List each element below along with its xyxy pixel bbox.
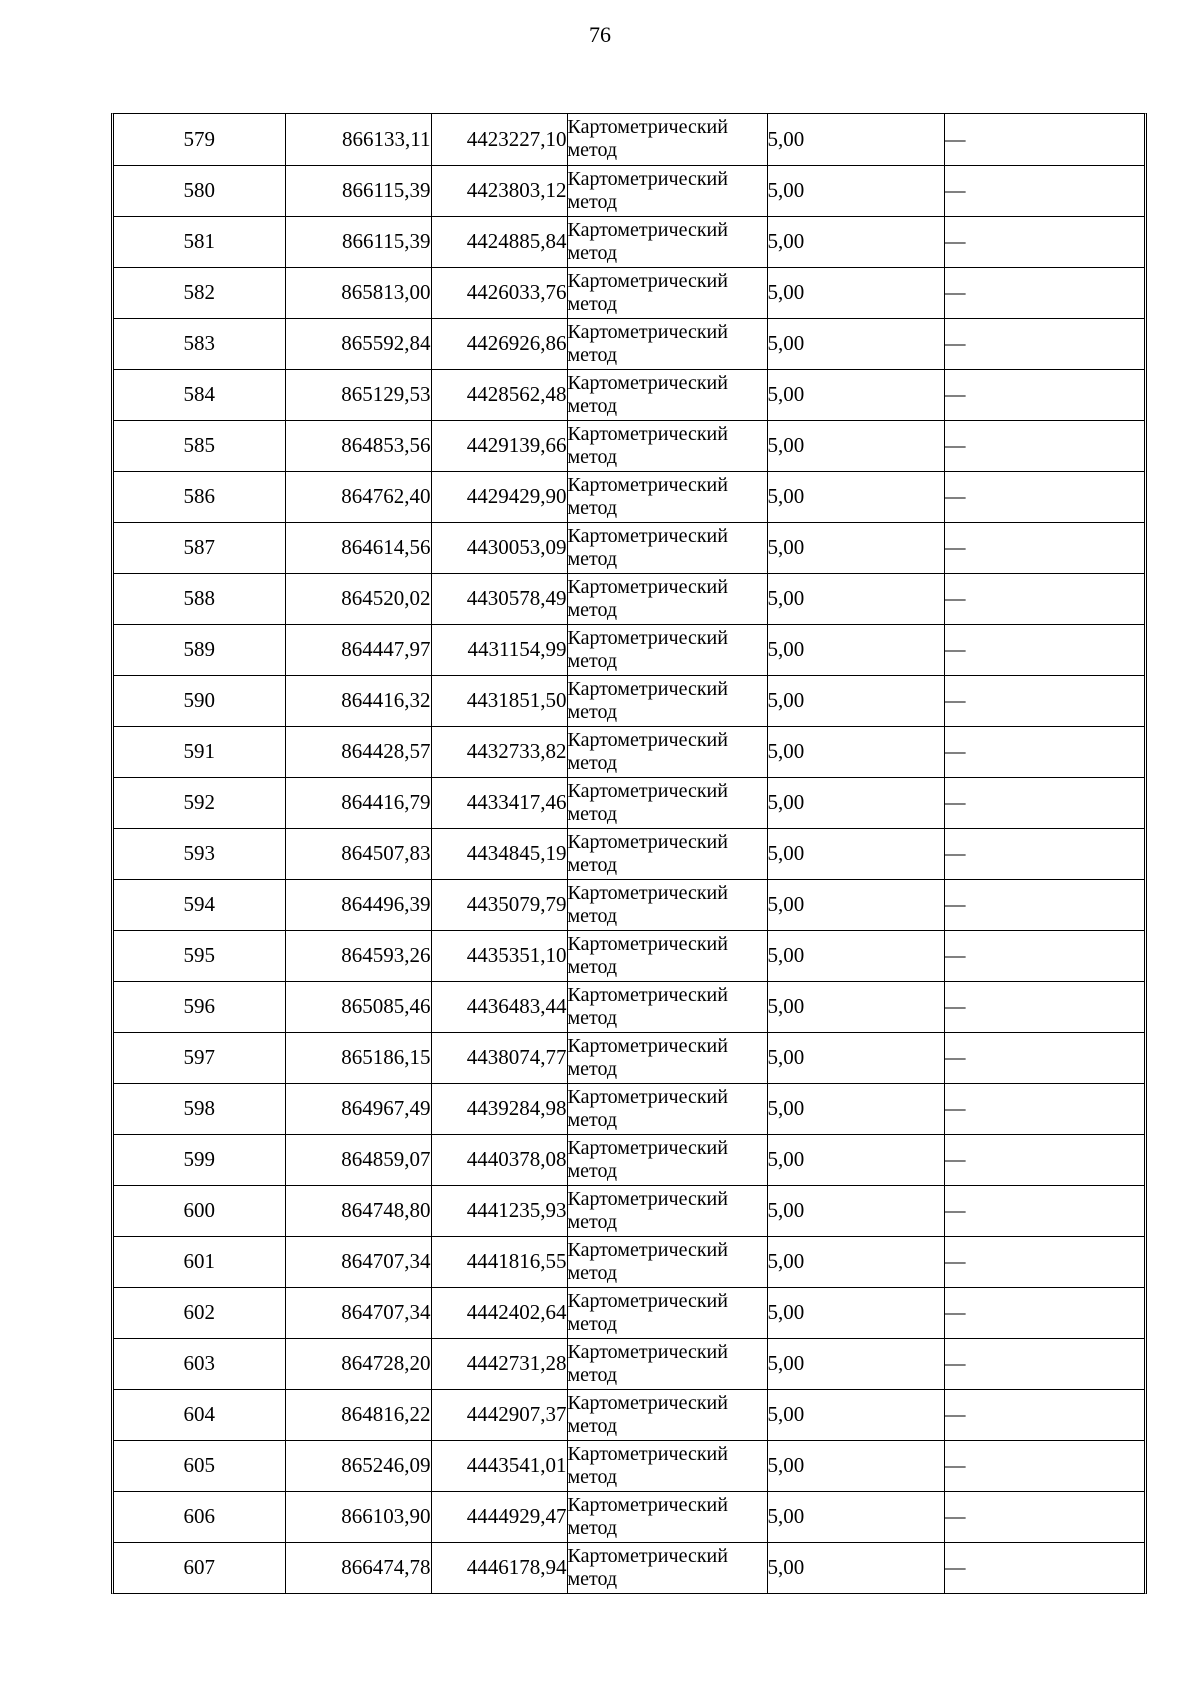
y-coordinate-cell: 4442731,28 — [431, 1338, 567, 1389]
description-cell: — — [944, 267, 1144, 318]
description-cell: — — [944, 1542, 1144, 1593]
method-line-2: метод — [567, 1108, 618, 1131]
point-number-cell: 604 — [114, 1389, 285, 1440]
y-coordinate-cell: 4438074,77 — [431, 1032, 567, 1083]
description-cell: — — [944, 1389, 1144, 1440]
method-cell — [567, 675, 767, 726]
description-cell: — — [944, 114, 1144, 165]
point-number-cell: 595 — [114, 930, 285, 981]
method-line-1: Картометрический — [567, 1136, 728, 1159]
table-row — [114, 1236, 1144, 1287]
table-row — [114, 522, 1144, 573]
method-cell — [567, 369, 767, 420]
table-row — [114, 1083, 1144, 1134]
method-line-1: Картометрический — [567, 1493, 728, 1516]
description-cell: — — [944, 981, 1144, 1032]
method-line-2: метод — [567, 292, 618, 315]
point-number-cell: 596 — [114, 981, 285, 1032]
x-coordinate-cell: 865186,15 — [285, 1032, 431, 1083]
method-line-1: Картометрический — [567, 1187, 728, 1210]
y-coordinate-cell: 4440378,08 — [431, 1134, 567, 1185]
method-cell — [567, 777, 767, 828]
point-number-cell: 599 — [114, 1134, 285, 1185]
y-coordinate-cell: 4431154,99 — [431, 624, 567, 675]
method-line-2: метод — [567, 1312, 618, 1335]
method-line-1: Картометрический — [567, 830, 728, 853]
table-row — [114, 318, 1144, 369]
y-coordinate-cell: 4434845,19 — [431, 828, 567, 879]
method-line-2: метод — [567, 190, 618, 213]
accuracy-cell: 5,00 — [767, 165, 944, 216]
y-coordinate-cell: 4446178,94 — [431, 1542, 567, 1593]
coordinates-table — [114, 114, 1144, 1593]
method-line-2: метод — [567, 343, 618, 366]
method-cell — [567, 420, 767, 471]
y-coordinate-cell: 4429139,66 — [431, 420, 567, 471]
table-row — [114, 267, 1144, 318]
x-coordinate-cell: 866133,11 — [285, 114, 431, 165]
accuracy-cell: 5,00 — [767, 114, 944, 165]
x-coordinate-cell: 864762,40 — [285, 471, 431, 522]
description-cell: — — [944, 1083, 1144, 1134]
point-number-cell: 591 — [114, 726, 285, 777]
x-coordinate-cell: 865813,00 — [285, 267, 431, 318]
point-number-cell: 603 — [114, 1338, 285, 1389]
x-coordinate-cell: 864520,02 — [285, 573, 431, 624]
method-line-1: Картометрический — [567, 473, 728, 496]
point-number-cell: 588 — [114, 573, 285, 624]
accuracy-cell: 5,00 — [767, 1338, 944, 1389]
method-cell — [567, 573, 767, 624]
accuracy-cell: 5,00 — [767, 879, 944, 930]
accuracy-cell: 5,00 — [767, 1083, 944, 1134]
table-row — [114, 369, 1144, 420]
method-cell — [567, 1185, 767, 1236]
y-coordinate-cell: 4428562,48 — [431, 369, 567, 420]
method-cell — [567, 1491, 767, 1542]
method-line-1: Картометрический — [567, 575, 728, 598]
table-row — [114, 471, 1144, 522]
method-line-1: Картометрический — [567, 677, 728, 700]
table-row — [114, 1542, 1144, 1593]
y-coordinate-cell: 4433417,46 — [431, 777, 567, 828]
method-line-1: Картометрический — [567, 728, 728, 751]
accuracy-cell: 5,00 — [767, 216, 944, 267]
method-line-1: Картометрический — [567, 1391, 728, 1414]
method-line-1: Картометрический — [567, 779, 728, 802]
table-row — [114, 1287, 1144, 1338]
method-cell — [567, 471, 767, 522]
method-line-1: Картометрический — [567, 167, 728, 190]
accuracy-cell: 5,00 — [767, 1236, 944, 1287]
table-row — [114, 1491, 1144, 1542]
method-line-2: метод — [567, 139, 618, 162]
method-cell — [567, 1389, 767, 1440]
method-line-2: метод — [567, 1261, 618, 1284]
method-line-2: метод — [567, 853, 618, 876]
method-cell — [567, 1083, 767, 1134]
method-cell — [567, 930, 767, 981]
table-row — [114, 114, 1144, 165]
method-line-2: метод — [567, 955, 618, 978]
x-coordinate-cell: 864593,26 — [285, 930, 431, 981]
table-row — [114, 1338, 1144, 1389]
description-cell: — — [944, 726, 1144, 777]
method-line-2: метод — [567, 1465, 618, 1488]
y-coordinate-cell: 4442402,64 — [431, 1287, 567, 1338]
method-line-2: метод — [567, 700, 618, 723]
description-cell: — — [944, 879, 1144, 930]
description-cell: — — [944, 1236, 1144, 1287]
table-body — [114, 114, 1144, 1593]
method-line-1: Картометрический — [567, 371, 728, 394]
table-row — [114, 1032, 1144, 1083]
accuracy-cell: 5,00 — [767, 420, 944, 471]
point-number-cell: 586 — [114, 471, 285, 522]
page-number: 76 — [589, 22, 611, 47]
description-cell: — — [944, 1134, 1144, 1185]
x-coordinate-cell: 864748,80 — [285, 1185, 431, 1236]
table-row — [114, 930, 1144, 981]
method-cell — [567, 267, 767, 318]
method-line-2: метод — [567, 1159, 618, 1182]
method-line-1: Картометрический — [567, 422, 728, 445]
description-cell: — — [944, 1185, 1144, 1236]
point-number-cell: 580 — [114, 165, 285, 216]
table-row — [114, 1185, 1144, 1236]
table-row — [114, 624, 1144, 675]
description-cell: — — [944, 1491, 1144, 1542]
method-cell — [567, 981, 767, 1032]
table-row — [114, 879, 1144, 930]
method-line-2: метод — [567, 241, 618, 264]
method-line-1: Картометрический — [567, 1442, 728, 1465]
accuracy-cell: 5,00 — [767, 828, 944, 879]
x-coordinate-cell: 864859,07 — [285, 1134, 431, 1185]
description-cell: — — [944, 828, 1144, 879]
method-cell — [567, 216, 767, 267]
point-number-cell: 594 — [114, 879, 285, 930]
method-line-1: Картометрический — [567, 1238, 728, 1261]
y-coordinate-cell: 4439284,98 — [431, 1083, 567, 1134]
table-row — [114, 981, 1144, 1032]
x-coordinate-cell: 865246,09 — [285, 1440, 431, 1491]
method-cell — [567, 624, 767, 675]
description-cell: — — [944, 420, 1144, 471]
table-row — [114, 675, 1144, 726]
description-cell: — — [944, 165, 1144, 216]
point-number-cell: 590 — [114, 675, 285, 726]
x-coordinate-cell: 866115,39 — [285, 165, 431, 216]
accuracy-cell: 5,00 — [767, 981, 944, 1032]
y-coordinate-cell: 4436483,44 — [431, 981, 567, 1032]
table-row — [114, 777, 1144, 828]
accuracy-cell: 5,00 — [767, 267, 944, 318]
table-row — [114, 1440, 1144, 1491]
description-cell: — — [944, 471, 1144, 522]
method-line-2: метод — [567, 598, 618, 621]
method-cell — [567, 522, 767, 573]
accuracy-cell: 5,00 — [767, 522, 944, 573]
method-line-2: метод — [567, 1516, 618, 1539]
x-coordinate-cell: 866474,78 — [285, 1542, 431, 1593]
method-line-1: Картометрический — [567, 218, 728, 241]
y-coordinate-cell: 4430578,49 — [431, 573, 567, 624]
accuracy-cell: 5,00 — [767, 1542, 944, 1593]
x-coordinate-cell: 864816,22 — [285, 1389, 431, 1440]
method-line-2: метод — [567, 1006, 618, 1029]
x-coordinate-cell: 864707,34 — [285, 1287, 431, 1338]
accuracy-cell: 5,00 — [767, 1032, 944, 1083]
method-cell — [567, 1287, 767, 1338]
x-coordinate-cell: 866115,39 — [285, 216, 431, 267]
point-number-cell: 582 — [114, 267, 285, 318]
description-cell: — — [944, 930, 1144, 981]
table-row — [114, 573, 1144, 624]
accuracy-cell: 5,00 — [767, 1389, 944, 1440]
method-cell — [567, 828, 767, 879]
x-coordinate-cell: 864614,56 — [285, 522, 431, 573]
accuracy-cell: 5,00 — [767, 471, 944, 522]
point-number-cell: 607 — [114, 1542, 285, 1593]
method-line-1: Картометрический — [567, 524, 728, 547]
y-coordinate-cell: 4441235,93 — [431, 1185, 567, 1236]
accuracy-cell: 5,00 — [767, 318, 944, 369]
accuracy-cell: 5,00 — [767, 930, 944, 981]
y-coordinate-cell: 4435351,10 — [431, 930, 567, 981]
method-line-1: Картометрический — [567, 1085, 728, 1108]
x-coordinate-cell: 864853,56 — [285, 420, 431, 471]
description-cell: — — [944, 573, 1144, 624]
method-cell — [567, 1134, 767, 1185]
table-row — [114, 1134, 1144, 1185]
y-coordinate-cell: 4432733,82 — [431, 726, 567, 777]
description-cell: — — [944, 216, 1144, 267]
method-cell — [567, 879, 767, 930]
method-line-2: метод — [567, 649, 618, 672]
description-cell: — — [944, 1440, 1144, 1491]
x-coordinate-cell: 865592,84 — [285, 318, 431, 369]
method-line-1: Картометрический — [567, 1544, 728, 1567]
x-coordinate-cell: 865129,53 — [285, 369, 431, 420]
table-row — [114, 828, 1144, 879]
method-line-2: метод — [567, 547, 618, 570]
method-line-2: метод — [567, 394, 618, 417]
method-line-1: Картометрический — [567, 881, 728, 904]
y-coordinate-cell: 4424885,84 — [431, 216, 567, 267]
accuracy-cell: 5,00 — [767, 1134, 944, 1185]
y-coordinate-cell: 4426033,76 — [431, 267, 567, 318]
method-line-1: Картометрический — [567, 269, 728, 292]
method-line-2: метод — [567, 904, 618, 927]
method-line-2: метод — [567, 445, 618, 468]
x-coordinate-cell: 864416,79 — [285, 777, 431, 828]
accuracy-cell: 5,00 — [767, 777, 944, 828]
method-line-1: Картометрический — [567, 932, 728, 955]
method-cell — [567, 1338, 767, 1389]
y-coordinate-cell: 4430053,09 — [431, 522, 567, 573]
method-line-2: метод — [567, 1057, 618, 1080]
method-line-1: Картометрический — [567, 1034, 728, 1057]
method-line-1: Картометрический — [567, 1340, 728, 1363]
method-line-1: Картометрический — [567, 1289, 728, 1312]
description-cell: — — [944, 1338, 1144, 1389]
x-coordinate-cell: 864496,39 — [285, 879, 431, 930]
y-coordinate-cell: 4441816,55 — [431, 1236, 567, 1287]
accuracy-cell: 5,00 — [767, 1287, 944, 1338]
x-coordinate-cell: 865085,46 — [285, 981, 431, 1032]
point-number-cell: 606 — [114, 1491, 285, 1542]
accuracy-cell: 5,00 — [767, 1185, 944, 1236]
accuracy-cell: 5,00 — [767, 369, 944, 420]
method-line-1: Картометрический — [567, 983, 728, 1006]
point-number-cell: 602 — [114, 1287, 285, 1338]
coordinates-table-container — [111, 113, 1147, 1594]
table-row — [114, 216, 1144, 267]
point-number-cell: 600 — [114, 1185, 285, 1236]
description-cell: — — [944, 318, 1144, 369]
accuracy-cell: 5,00 — [767, 675, 944, 726]
y-coordinate-cell: 4426926,86 — [431, 318, 567, 369]
table-row — [114, 165, 1144, 216]
method-cell — [567, 165, 767, 216]
description-cell: — — [944, 1032, 1144, 1083]
method-cell — [567, 1542, 767, 1593]
method-cell — [567, 726, 767, 777]
accuracy-cell: 5,00 — [767, 624, 944, 675]
description-cell: — — [944, 369, 1144, 420]
x-coordinate-cell: 864728,20 — [285, 1338, 431, 1389]
method-line-2: метод — [567, 1210, 618, 1233]
point-number-cell: 589 — [114, 624, 285, 675]
y-coordinate-cell: 4423227,10 — [431, 114, 567, 165]
point-number-cell: 593 — [114, 828, 285, 879]
point-number-cell: 579 — [114, 114, 285, 165]
point-number-cell: 583 — [114, 318, 285, 369]
point-number-cell: 598 — [114, 1083, 285, 1134]
method-cell — [567, 114, 767, 165]
method-cell — [567, 318, 767, 369]
description-cell: — — [944, 624, 1144, 675]
method-line-2: метод — [567, 496, 618, 519]
description-cell: — — [944, 1287, 1144, 1338]
point-number-cell: 597 — [114, 1032, 285, 1083]
method-line-1: Картометрический — [567, 626, 728, 649]
accuracy-cell: 5,00 — [767, 1440, 944, 1491]
method-line-2: метод — [567, 802, 618, 825]
method-line-1: Картометрический — [567, 116, 728, 139]
point-number-cell: 585 — [114, 420, 285, 471]
description-cell: — — [944, 522, 1144, 573]
method-cell — [567, 1236, 767, 1287]
x-coordinate-cell: 864707,34 — [285, 1236, 431, 1287]
y-coordinate-cell: 4429429,90 — [431, 471, 567, 522]
x-coordinate-cell: 864416,32 — [285, 675, 431, 726]
method-line-2: метод — [567, 751, 618, 774]
method-line-1: Картометрический — [567, 320, 728, 343]
y-coordinate-cell: 4431851,50 — [431, 675, 567, 726]
table-row — [114, 420, 1144, 471]
point-number-cell: 601 — [114, 1236, 285, 1287]
accuracy-cell: 5,00 — [767, 726, 944, 777]
table-row — [114, 1389, 1144, 1440]
x-coordinate-cell: 864507,83 — [285, 828, 431, 879]
y-coordinate-cell: 4435079,79 — [431, 879, 567, 930]
description-cell: — — [944, 675, 1144, 726]
method-cell — [567, 1032, 767, 1083]
point-number-cell: 581 — [114, 216, 285, 267]
x-coordinate-cell: 864447,97 — [285, 624, 431, 675]
table-row — [114, 726, 1144, 777]
x-coordinate-cell: 866103,90 — [285, 1491, 431, 1542]
y-coordinate-cell: 4423803,12 — [431, 165, 567, 216]
method-line-2: метод — [567, 1567, 618, 1590]
accuracy-cell: 5,00 — [767, 573, 944, 624]
y-coordinate-cell: 4443541,01 — [431, 1440, 567, 1491]
method-cell — [567, 1440, 767, 1491]
x-coordinate-cell: 864428,57 — [285, 726, 431, 777]
accuracy-cell: 5,00 — [767, 1491, 944, 1542]
y-coordinate-cell: 4444929,47 — [431, 1491, 567, 1542]
method-line-2: метод — [567, 1414, 618, 1437]
method-line-2: метод — [567, 1363, 618, 1386]
description-cell: — — [944, 777, 1144, 828]
point-number-cell: 592 — [114, 777, 285, 828]
point-number-cell: 584 — [114, 369, 285, 420]
x-coordinate-cell: 864967,49 — [285, 1083, 431, 1134]
point-number-cell: 587 — [114, 522, 285, 573]
y-coordinate-cell: 4442907,37 — [431, 1389, 567, 1440]
point-number-cell: 605 — [114, 1440, 285, 1491]
